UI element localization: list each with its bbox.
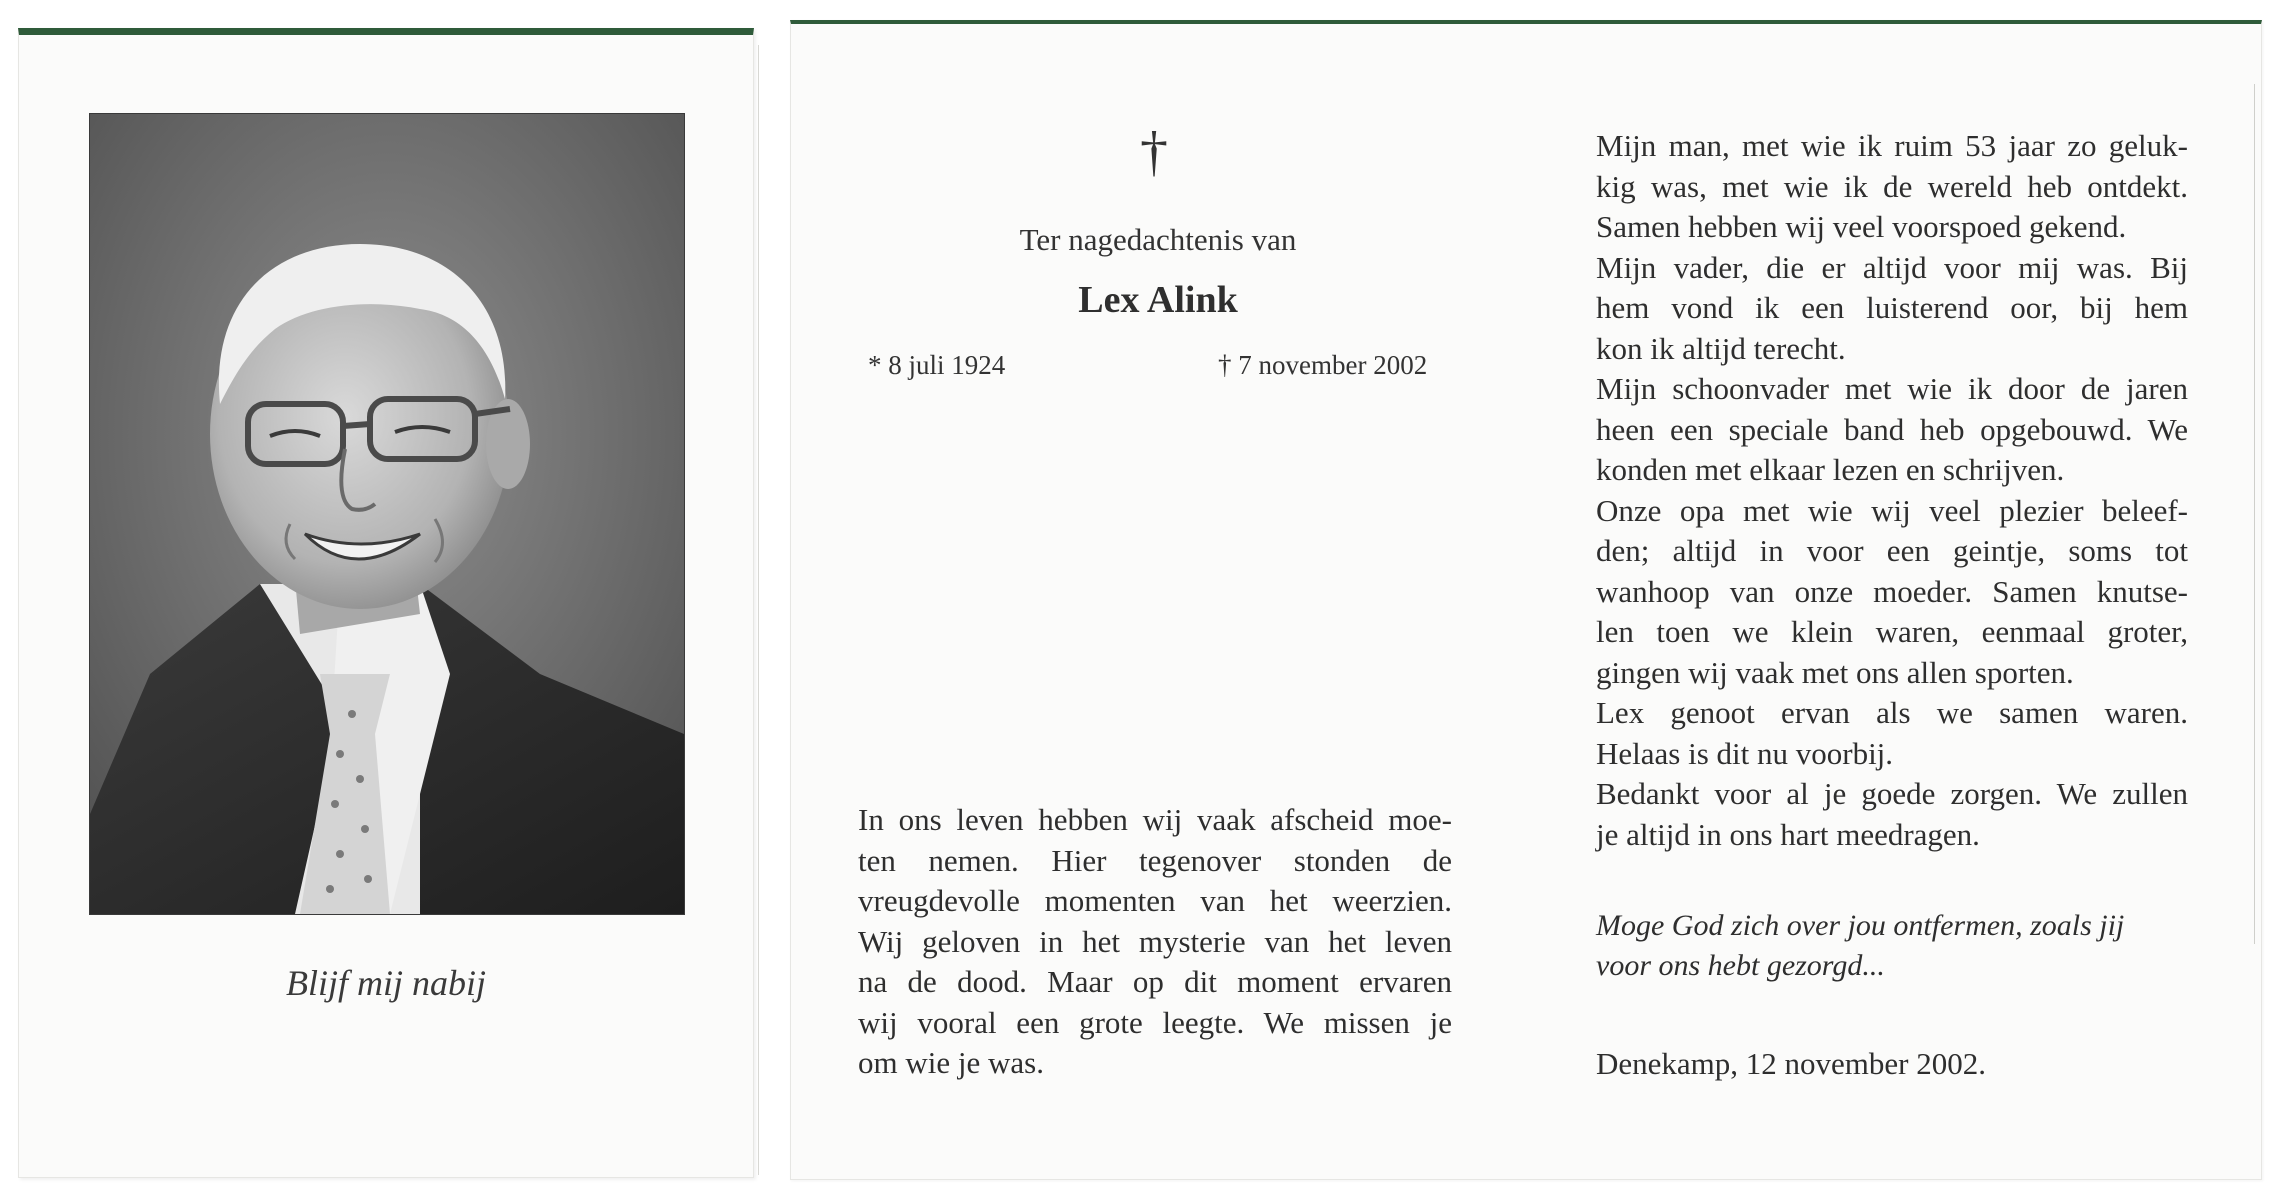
text-line: Wij geloven in het mysterie van het leven: [858, 923, 1452, 959]
text-line: wij vooral een grote leegte. We missen je: [858, 1004, 1452, 1040]
deceased-name: Lex Alink: [1078, 279, 1238, 321]
text-line: Bedankt voor al je goede zorgen. We zullen: [1596, 776, 2188, 811]
text-line: na de dood. Maar op dit moment ervaren: [858, 964, 1452, 999]
text-line: kig was, met wie ik de wereld heb ontdekt.: [1596, 168, 2188, 204]
place-date: Denekamp, 12 november 2002.: [1596, 1046, 1986, 1081]
birth-date: * 8 juli 1924: [868, 350, 1006, 380]
text-line: Lex genoot ervan als we samen waren.: [1596, 695, 2188, 730]
portrait-illustration: [90, 114, 684, 914]
card-caption: Blijf mij nabij: [285, 963, 486, 1003]
text-line: den; altijd in voor een geintje, soms tot: [1596, 533, 2188, 568]
text-line: In ons leven hebben wij vaak afscheid moe-: [858, 802, 1452, 837]
text-line: Samen hebben wij veel voorspoed gekend.: [1596, 209, 2127, 244]
text-line: om wie je was.: [858, 1045, 1044, 1080]
text-line: Mijn man, met wie ik ruim 53 jaar zo geluk-: [1596, 128, 2188, 163]
portrait-photo: [89, 113, 685, 915]
text-line: Onze opa met wie wij veel plezier beleef-: [1596, 492, 2188, 528]
farewell-text: [858, 800, 1452, 1084]
text-line: konden met elkaar lezen en schrijven.: [1596, 452, 2065, 487]
text-line: hem vond ik een luisterend oor, bij hem: [1596, 290, 2188, 325]
portrait-card: [18, 28, 754, 1178]
text-line: voor ons hebt gezorgd...: [1596, 949, 1885, 982]
text-line: Helaas is dit nu voorbij.: [1596, 735, 1894, 771]
text-line: kon ik altijd terecht.: [1596, 330, 1846, 366]
text-line: len toen we klein waren, eenmaal groter,: [1596, 614, 2188, 649]
closing-prayer: [1596, 906, 2188, 986]
text-line: Mijn schoonvader met wie ik door de jaren: [1596, 371, 2188, 406]
text-line: Moge God zich over jou ontfermen, zoals jij: [1596, 909, 2125, 942]
tribute-text: [1596, 126, 2188, 855]
text-line: ten nemen. Hier tegenover stonden de: [858, 842, 1452, 878]
memory-line: Ter nagedachtenis van: [1019, 222, 1297, 257]
text-line: gingen wij vaak met ons allen sporten.: [1596, 654, 2074, 690]
cross-icon: †: [1140, 121, 1168, 183]
text-line: Mijn vader, die er altijd voor mij was. Bij: [1596, 249, 2188, 285]
text-line: vreugdevolle momenten van het weerzien.: [858, 883, 1452, 918]
death-date: † 7 november 2002: [1218, 350, 1428, 380]
text-line: je altijd in ons hart meedragen.: [1596, 816, 1980, 852]
text-line: heen een speciale band heb opgebouwd. We: [1596, 411, 2188, 447]
text-line: wanhoop van onze moeder. Samen knutse-: [1596, 573, 2188, 609]
